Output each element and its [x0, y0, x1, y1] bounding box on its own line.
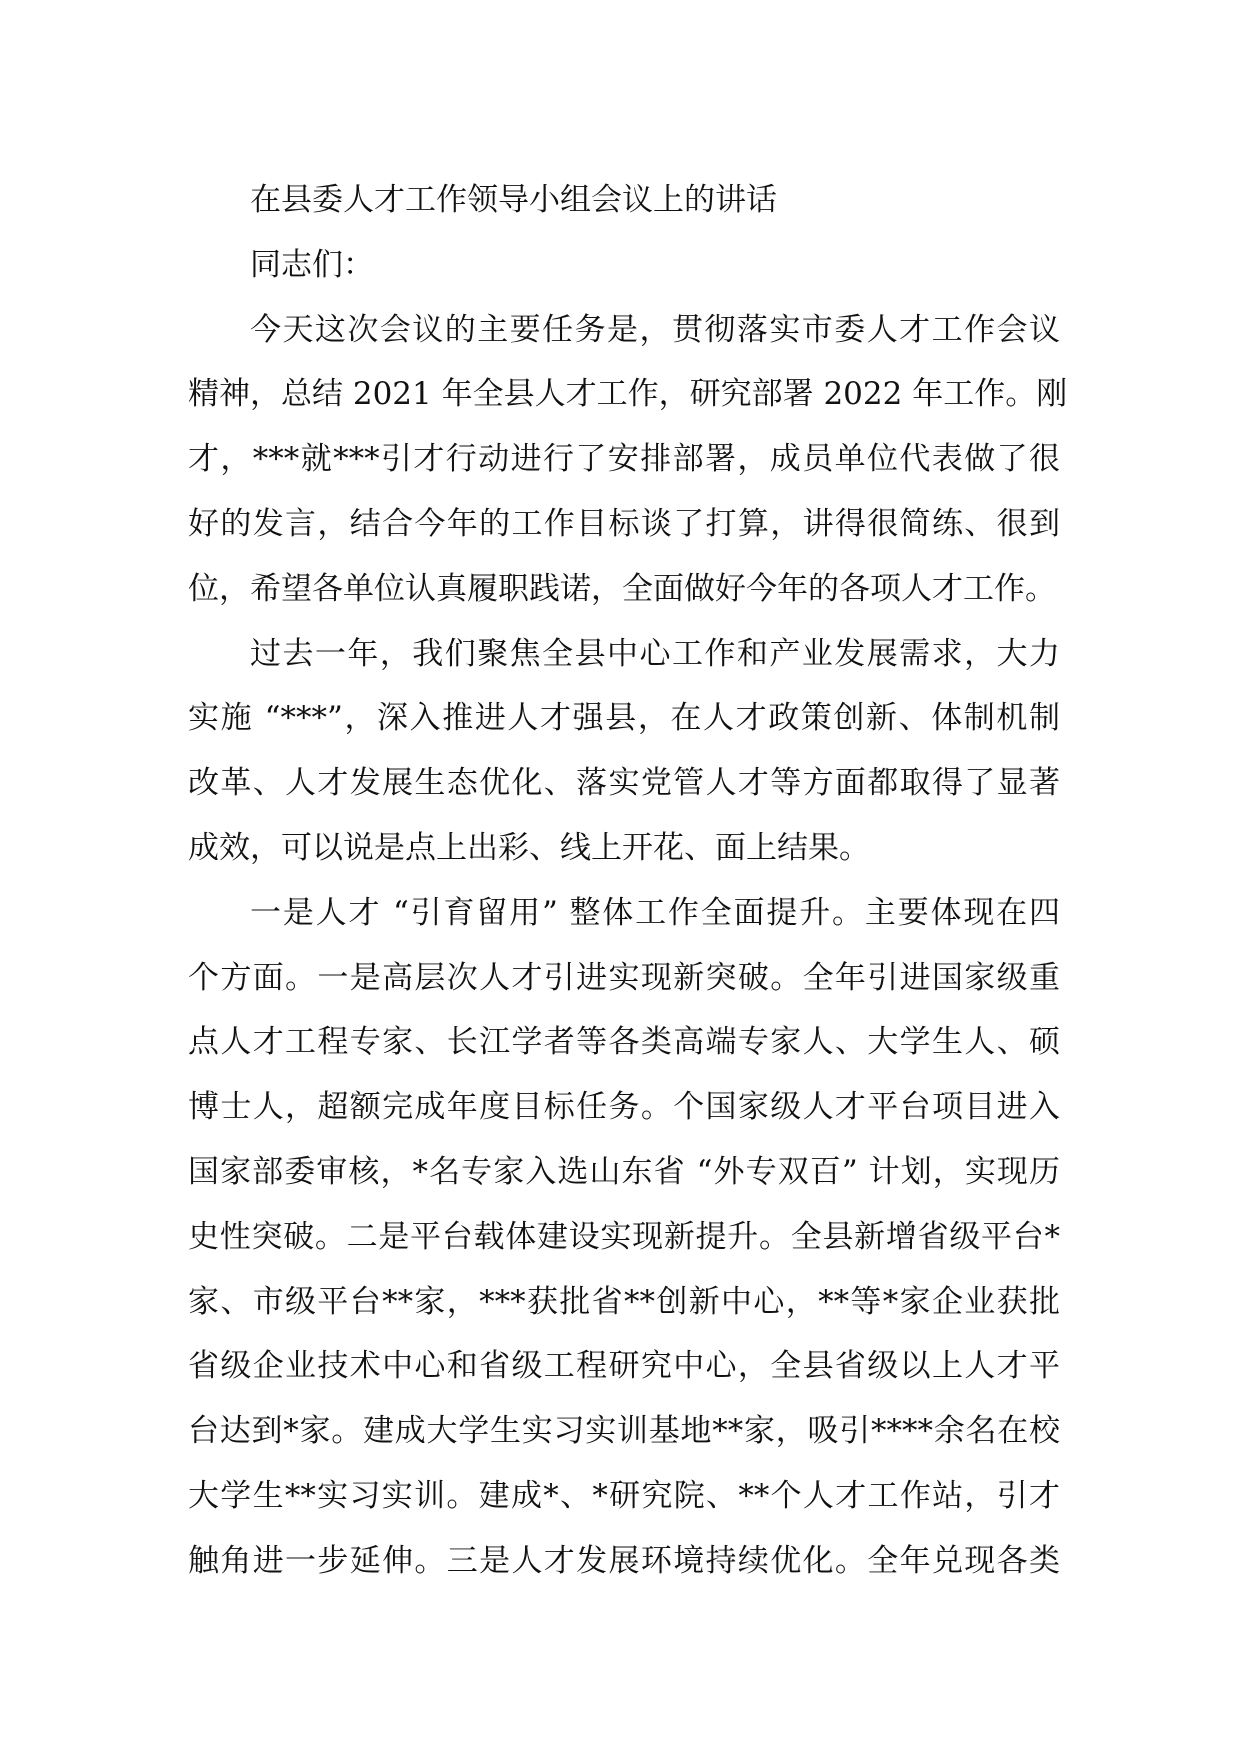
text-line: 家、市级平台**家，***获批省**创新中心，**等*家企业获批 — [188, 1283, 1060, 1320]
text-line: 博士人，超额完成年度目标任务。个国家级人才平台项目进入 — [188, 1089, 1060, 1126]
paragraph-past-year — [188, 622, 1060, 881]
text-line: 位，希望各单位认真履职践诺，全面做好今年的各项人才工作。 — [188, 570, 1056, 607]
text-line: 今天这次会议的主要任务是，贯彻落实市委人才工作会议 — [250, 311, 1060, 348]
text-line: 大学生**实习实训。建成*、*研究院、**个人才工作站，引才 — [188, 1477, 1060, 1514]
salutation: 同志们： — [250, 246, 374, 283]
text-line: 史性突破。二是平台载体建设实现新提升。全县新增省级平台* — [188, 1218, 1060, 1255]
text-line: 好的发言，结合今年的工作目标谈了打算，讲得很简练、很到 — [188, 505, 1060, 542]
text-line: 个方面。一是高层次人才引进实现新突破。全年引进国家级重 — [188, 959, 1060, 996]
text-line: 实施 “***”，深入推进人才强县，在人才政策创新、体制机制 — [188, 700, 1060, 737]
document-body — [188, 168, 1068, 1594]
text-line: 一是人才 “引育留用” 整体工作全面提升。主要体现在四 — [250, 894, 1060, 931]
text-line: 触角进一步延伸。三是人才发展环境持续优化。全年兑现各类 — [188, 1542, 1060, 1579]
text-line: 过去一年，我们聚焦全县中心工作和产业发展需求，大力 — [250, 635, 1060, 672]
text-line: 改革、人才发展生态优化、落实党管人才等方面都取得了显著 — [188, 765, 1060, 802]
paragraph-talent-work — [188, 881, 1060, 1594]
text-line: 精神，总结 2021 年全县人才工作，研究部署 2022 年工作。刚 — [188, 376, 1068, 413]
text-line: 台达到*家。建成大学生实习实训基地**家，吸引****余名在校 — [188, 1413, 1060, 1450]
text-line: 国家部委审核，*名专家入选山东省 “外专双百” 计划，实现历 — [188, 1153, 1060, 1190]
text-line: 点人才工程专家、长江学者等各类高端专家人、大学生人、硕 — [188, 1024, 1060, 1061]
text-line: 成效，可以说是点上出彩、线上开花、面上结果。 — [188, 829, 870, 866]
text-line: 省级企业技术中心和省级工程研究中心，全县省级以上人才平 — [188, 1348, 1060, 1385]
text-line: 才，***就***引才行动进行了安排部署，成员单位代表做了很 — [188, 441, 1060, 478]
paragraph-meeting-tasks — [188, 298, 1068, 622]
speech-title: 在县委人才工作领导小组会议上的讲话 — [250, 182, 777, 218]
